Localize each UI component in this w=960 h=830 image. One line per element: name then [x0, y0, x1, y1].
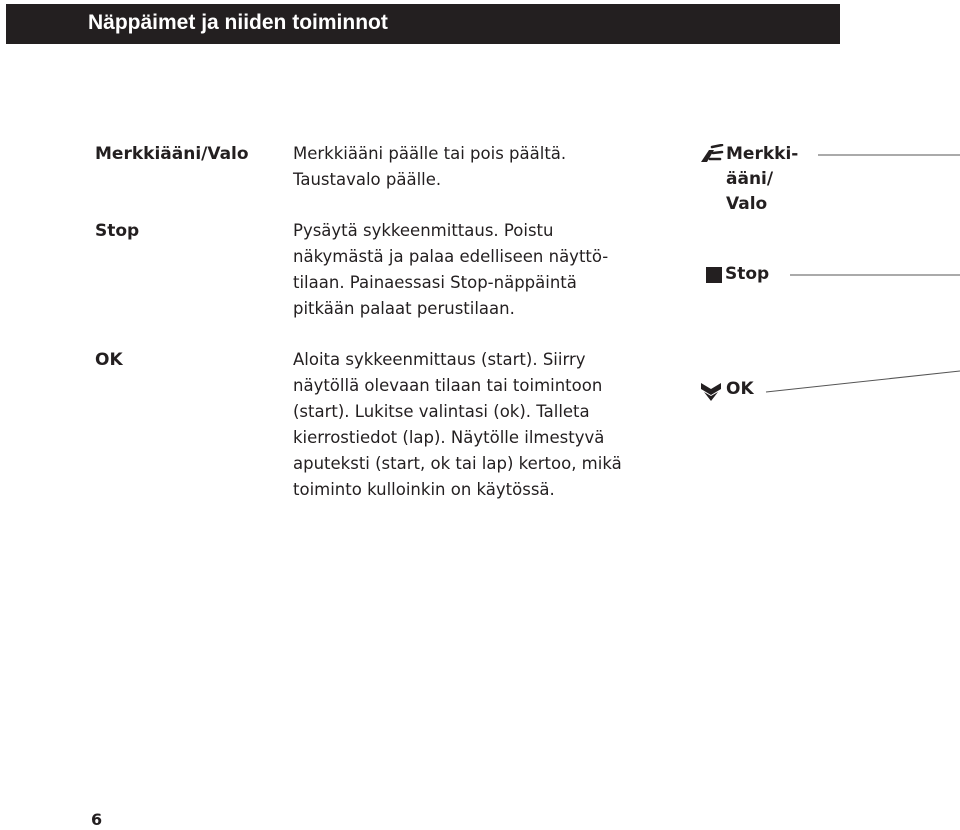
- leader-line-ok: [766, 371, 960, 392]
- key-description-ok: Aloita sykkeenmittaus (start). Siirry näytöllä olevaan tilaan tai toimintoon (start). Lukitse valintasi (ok). Talleta kierrostiedot (lap). Näytölle ilmestyvä aputeksti (start, ok tai lap) kertoo, mikä toiminto kulloinkin on käytössä.: [293, 350, 622, 499]
- page-title: Näppäimet ja niiden toiminnot: [88, 11, 388, 34]
- page-number: 6: [91, 810, 103, 829]
- key-label-stop: Stop: [95, 221, 140, 241]
- device-label-merkkiaani-valo: Merkki- ääni/ Valo: [726, 144, 799, 214]
- key-label-ok: OK: [95, 350, 123, 370]
- key-description-stop: Pysäytä sykkeenmittaus. Poistu näkymästä ja palaa edelliseen näyttö- tilaan. Painaessasi Stop-näppäintä pitkään palaat perustilaan.: [293, 221, 609, 318]
- device-label-stop: Stop: [725, 264, 770, 284]
- key-label-merkkiaani-valo: Merkkiääni/Valo: [95, 144, 249, 164]
- device-label-ok: OK: [726, 379, 754, 399]
- key-description-merkkiaani-valo: Merkkiääni päälle tai pois päältä. Taustavalo päälle.: [293, 144, 567, 189]
